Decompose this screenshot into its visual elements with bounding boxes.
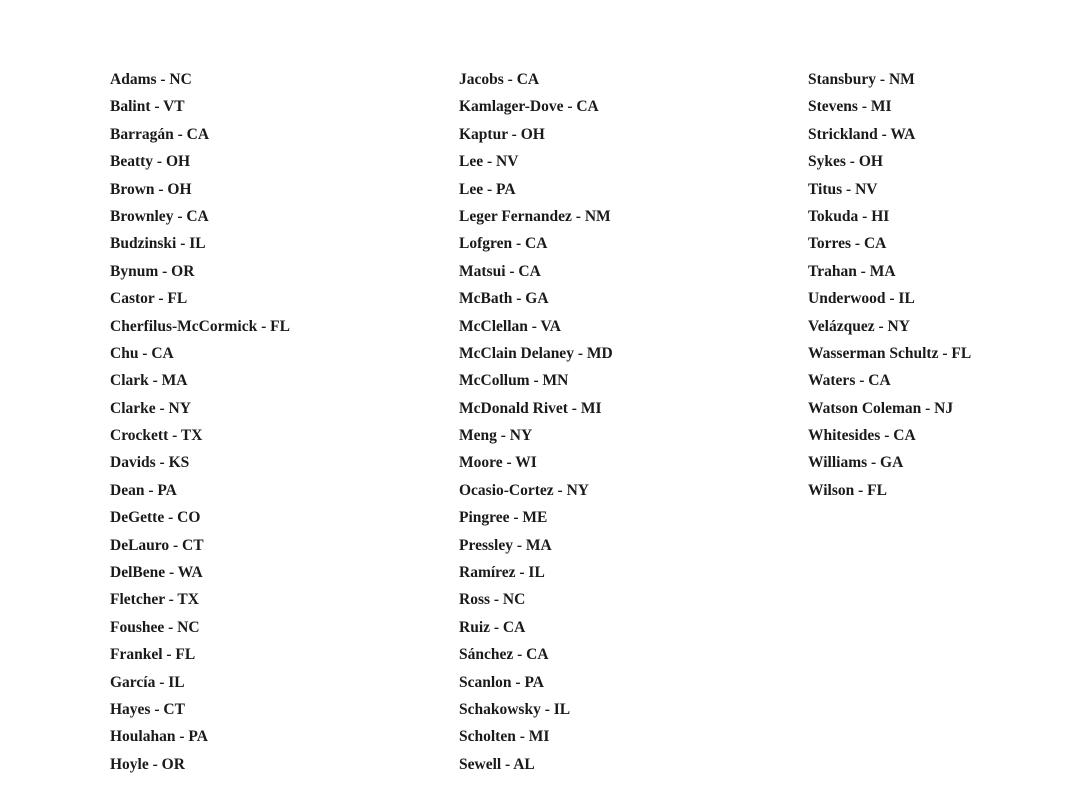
list-item: Adams - NC: [110, 71, 192, 88]
list-item: Ross - NC: [459, 591, 526, 609]
list-item: Kamlager-Dove - CA: [459, 98, 599, 116]
list-item: Wasserman Schultz - FL: [808, 344, 972, 362]
list-item: DeGette - CO: [110, 509, 201, 527]
list-item: Pressley - MA: [459, 536, 552, 554]
list-item: Clark - MA: [110, 372, 188, 390]
list-item: Brown - OH: [110, 180, 192, 198]
list-item: Budzinski - IL: [110, 235, 206, 253]
list-item: Waters - CA: [808, 372, 891, 390]
list-item: Sewell - AL: [459, 755, 535, 773]
list-item: Stevens - MI: [808, 98, 892, 116]
list-item: Lee - NV: [459, 153, 519, 171]
list-item: Meng - NY: [459, 427, 533, 445]
list-item: McCollum - MN: [459, 372, 569, 390]
list-item: Titus - NV: [808, 180, 878, 198]
list-item: Lee - PA: [459, 180, 516, 198]
list-item: García - IL: [110, 673, 185, 691]
list-item: Matsui - CA: [459, 262, 541, 280]
list-item: Clarke - NY: [110, 399, 191, 417]
list-item: Moore - WI: [459, 454, 537, 472]
list-item: Frankel - FL: [110, 646, 196, 664]
list-item: Foushee - NC: [110, 618, 200, 636]
list-item: Tokuda - HI: [808, 207, 890, 225]
list-item: Torres - CA: [808, 235, 887, 253]
list-item: Fletcher - TX: [110, 591, 199, 609]
list-item: Underwood - IL: [808, 290, 915, 308]
list-item: Ramírez - IL: [459, 564, 545, 582]
list-item: Wilson - FL: [808, 481, 887, 499]
name-list-column-1: [110, 66, 290, 778]
list-item: Cherfilus-McCormick - FL: [110, 317, 290, 335]
list-item: Trahan - MA: [808, 262, 896, 280]
list-item: Bynum - OR: [110, 262, 195, 280]
name-list-column-3: [808, 66, 971, 504]
list-item: Pingree - ME: [459, 509, 548, 527]
list-item: Crockett - TX: [110, 427, 203, 445]
list-item: McBath - GA: [459, 290, 549, 308]
list-item: Scholten - MI: [459, 728, 550, 746]
list-item: McClellan - VA: [459, 317, 561, 335]
list-item: Watson Coleman - NJ: [808, 399, 954, 417]
list-item: Velázquez - NY: [808, 317, 910, 335]
list-item: Whitesides - CA: [808, 427, 916, 445]
list-item: McDonald Rivet - MI: [459, 399, 602, 417]
list-item: Ruiz - CA: [459, 618, 526, 636]
list-item: Beatty - OH: [110, 153, 191, 171]
list-item: Brownley - CA: [110, 207, 209, 225]
list-item: Ocasio-Cortez - NY: [459, 481, 589, 499]
list-item: Chu - CA: [110, 344, 174, 362]
list-item: Houlahan - PA: [110, 728, 208, 746]
list-item: Dean - PA: [110, 481, 177, 499]
list-item: Castor - FL: [110, 290, 188, 308]
list-item: Jacobs - CA: [459, 71, 540, 88]
list-item: DeLauro - CT: [110, 536, 204, 554]
list-item: Leger Fernandez - NM: [459, 207, 611, 225]
list-item: Davids - KS: [110, 454, 190, 472]
list-item: Scanlon - PA: [459, 673, 544, 691]
list-item: Kaptur - OH: [459, 125, 545, 143]
list-item: DelBene - WA: [110, 564, 203, 582]
list-item: Hoyle - OR: [110, 755, 185, 773]
list-item: McClain Delaney - MD: [459, 344, 613, 362]
list-item: Sánchez - CA: [459, 646, 549, 664]
list-item: Williams - GA: [808, 454, 904, 472]
list-item: Balint - VT: [110, 98, 185, 116]
list-item: Sykes - OH: [808, 153, 883, 171]
list-item: Strickland - WA: [808, 125, 916, 143]
list-item: Lofgren - CA: [459, 235, 548, 253]
list-item: Hayes - CT: [110, 700, 185, 718]
list-item: Schakowsky - IL: [459, 700, 571, 718]
list-item: Barragán - CA: [110, 125, 210, 143]
list-item: Stansbury - NM: [808, 71, 915, 88]
name-list-column-2: [459, 66, 613, 778]
